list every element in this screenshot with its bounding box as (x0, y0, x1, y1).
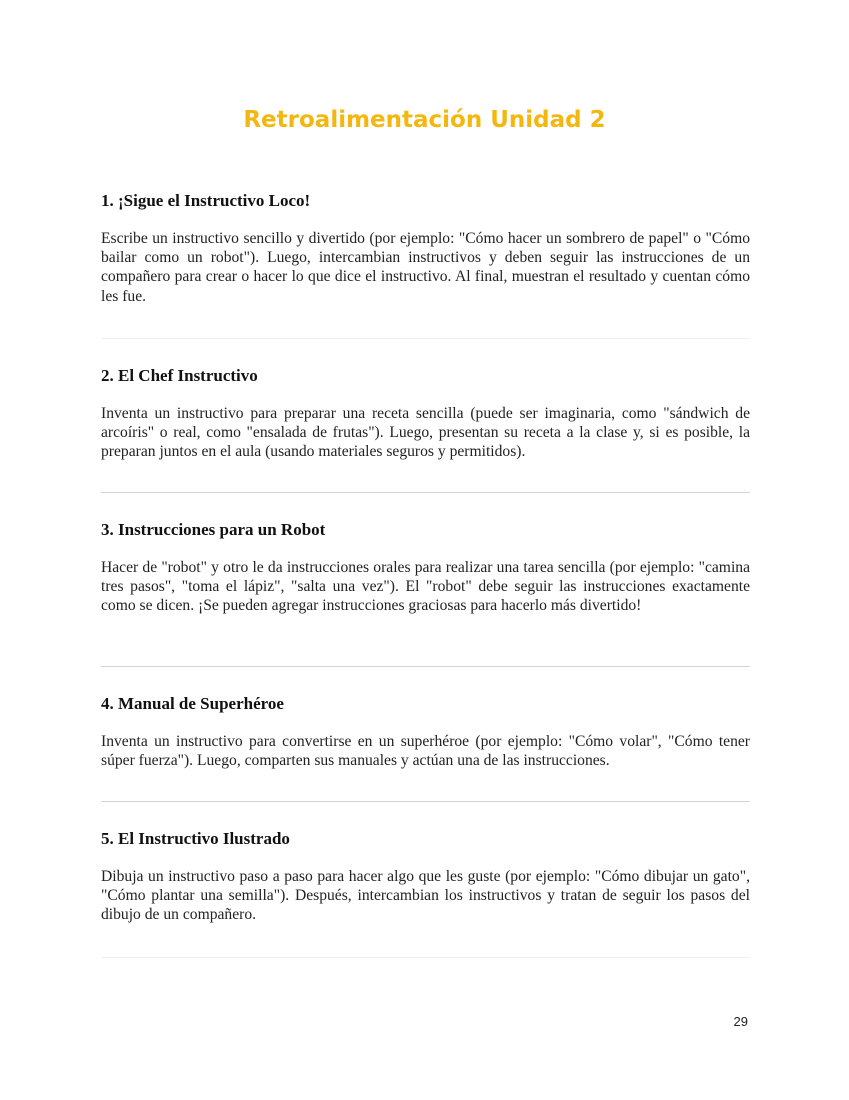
section-2 (101, 366, 750, 462)
page-number: 29 (733, 1014, 748, 1029)
section-1-heading: 1. ¡Sigue el Instructivo Loco! (101, 191, 311, 210)
section-5 (101, 829, 750, 925)
section-4 (101, 694, 750, 770)
section-4-heading: 4. Manual de Superhéroe (101, 694, 284, 713)
section-1-body: Escribe un instructivo sencillo y divertido (por ejemplo: "Cómo hacer un sombrero de papel" o "Cómo bailar como un robot"). Luego, intercambian instructivos y deben seguir las instrucciones de un compañero para crear o hacer lo que dice el instructivo. Al final, muestran el resultado y cuentan cómo les fue. (101, 230, 750, 305)
section-5-body: Dibuja un instructivo paso a paso para hacer algo que les guste (por ejemplo: "Cómo dibujar un gato", "Cómo plantar una semilla"). Después, intercambian los instructivos y tratan de seguir los pasos del dibujo de un compañero. (101, 868, 750, 924)
section-divider (101, 666, 750, 667)
section-4-body: Inventa un instructivo para convertirse en un superhéroe (por ejemplo: "Cómo volar", "Cómo tener súper fuerza"). Luego, comparten sus manuales y actúan una de las instrucciones. (101, 733, 750, 770)
section-5-heading: 5. El Instructivo Ilustrado (101, 829, 290, 848)
section-1 (101, 191, 750, 306)
section-3-body: Hacer de "robot" y otro le da instrucciones orales para realizar una tarea sencilla (por ejemplo: "camina tres pasos", "toma el lápiz", "salta una vez"). El "robot" debe seguir las instrucciones exactamente como se dicen. ¡Se pueden agregar instrucciones graciosas para hacerlo más divertido! (101, 559, 750, 615)
section-divider (101, 338, 750, 339)
section-3-heading: 3. Instrucciones para un Robot (101, 520, 326, 539)
section-divider (101, 801, 750, 802)
section-divider (101, 957, 750, 958)
section-2-heading: 2. El Chef Instructivo (101, 366, 258, 385)
section-3 (101, 520, 750, 616)
section-divider (101, 492, 750, 493)
page-title: Retroalimentación Unidad 2 (243, 107, 606, 133)
section-2-body: Inventa un instructivo para preparar una receta sencilla (puede ser imaginaria, como "sándwich de arcoíris" o real, como "ensalada de frutas"). Luego, presentan su receta a la clase y, si es posible, la preparan juntos en el aula (usando materiales seguros y permitidos). (101, 405, 750, 461)
